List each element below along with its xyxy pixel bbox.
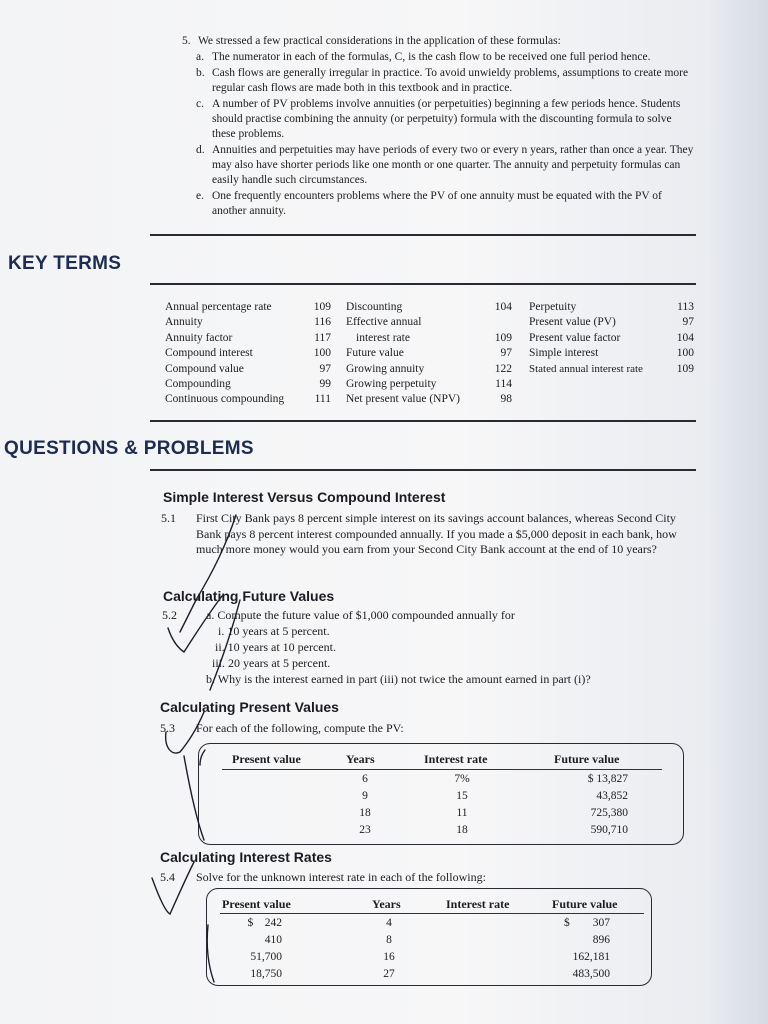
cell-pv: 410 <box>264 934 282 946</box>
cell-years: 16 <box>383 951 395 963</box>
summary-point <box>196 97 694 142</box>
page-ref: 104 <box>494 301 512 313</box>
point-letter: a. <box>196 51 204 63</box>
cell-years: 9 <box>362 790 368 802</box>
cell-fv: $ 307 <box>564 917 610 929</box>
col-header: Years <box>372 897 401 911</box>
point-text: The numerator in each of the formulas, C, is the cash flow to be received one full period hence. <box>212 51 651 63</box>
term: interest rate <box>356 331 410 344</box>
cell-rate: 18 <box>456 824 468 836</box>
problem-text: Solve for the unknown interest rate in each of the following: <box>196 870 486 884</box>
term: Present value (PV) <box>529 316 616 329</box>
term: Present value factor <box>529 331 621 344</box>
key-term <box>529 346 694 361</box>
key-term <box>165 300 331 315</box>
term: Compound value <box>165 362 244 375</box>
problem-part-a: a. Compute the future value of $1,000 compounded annually for <box>206 608 515 622</box>
cell-years: 18 <box>359 807 371 819</box>
key-term <box>346 392 512 407</box>
key-term <box>346 315 512 330</box>
cell-fv: 43,852 <box>596 790 628 802</box>
section-title-present-values: Calculating Present Values <box>160 699 339 715</box>
point-letter: e. <box>196 190 204 202</box>
page-ref: 100 <box>676 347 694 360</box>
key-terms-column-3 <box>529 300 694 377</box>
cell-rate: 15 <box>456 790 468 802</box>
table-rule <box>222 769 662 770</box>
divider <box>150 234 696 236</box>
divider <box>150 283 696 285</box>
term: Stated annual interest rate <box>529 362 643 375</box>
term: Growing perpetuity <box>346 378 437 391</box>
point-letter: c. <box>196 98 204 110</box>
cell-fv: 725,380 <box>590 807 628 819</box>
page-ref: 114 <box>495 378 512 391</box>
term: Future value <box>346 347 404 360</box>
divider <box>150 420 696 422</box>
term: Compounding <box>165 378 231 391</box>
col-header: Interest rate <box>446 897 510 911</box>
cell-years: 27 <box>383 968 395 980</box>
cell-fv: 896 <box>592 934 610 946</box>
key-term <box>165 362 331 377</box>
term: Annuity <box>165 316 203 329</box>
summary-point <box>196 50 694 65</box>
page-ref: 97 <box>682 316 694 329</box>
key-terms-heading: KEY TERMS <box>8 253 122 274</box>
cell-pv: 18,750 <box>250 968 282 980</box>
key-term <box>346 346 512 361</box>
key-term <box>165 346 331 361</box>
section-title-interest-rates: Calculating Interest Rates <box>160 849 332 865</box>
page-ref: 98 <box>500 393 512 406</box>
page-ref: 116 <box>314 316 331 329</box>
cell-fv: $ 13,827 <box>587 773 628 785</box>
problem-number: 5.4 <box>160 870 175 884</box>
key-term <box>165 331 331 346</box>
page-ref: 97 <box>500 347 512 360</box>
problem-5-1 <box>161 511 701 575</box>
key-term <box>165 377 331 392</box>
cell-years: 4 <box>386 917 392 929</box>
table-rule <box>220 913 644 914</box>
term: Perpetuity <box>529 301 577 313</box>
term: Growing annuity <box>346 362 425 375</box>
col-header: Future value <box>552 897 618 911</box>
key-term <box>346 377 512 392</box>
divider <box>150 469 696 471</box>
term: Annuity factor <box>165 331 233 344</box>
summary-intro-row <box>182 34 694 49</box>
key-terms-column-2 <box>346 300 512 408</box>
col-header: Years <box>346 752 375 766</box>
page-shadow <box>708 0 768 1024</box>
point-text: Cash flows are generally irregular in practice. To avoid unwieldy problems, assumptions to create more regular cash flows are made both in this textbook and in practice. <box>212 67 689 94</box>
key-term <box>346 300 512 315</box>
page-ref: 117 <box>314 331 331 344</box>
problem-number: 5.1 <box>161 511 176 525</box>
key-term <box>165 315 331 330</box>
page-ref: 122 <box>494 362 512 375</box>
problem-5-4 <box>160 870 700 888</box>
col-header: Future value <box>554 752 620 766</box>
problem-5-3 <box>160 721 700 739</box>
problem-number: 5.3 <box>160 721 175 735</box>
point-text: A number of PV problems involve annuities (or perpetuities) beginning a few periods hence. Students should practise combining the annuity (or perpetuity) formula with the discounting formula to solve these problems. <box>212 98 681 140</box>
problem-subitem: iii. 20 years at 5 percent. <box>212 656 331 670</box>
summary-intro: We stressed a few practical considerations in the application of these formulas: <box>198 35 561 47</box>
summary-points <box>182 34 694 219</box>
cell-rate: 11 <box>456 807 468 819</box>
term: Net present value (NPV) <box>346 393 461 406</box>
problem-5-2 <box>162 608 702 688</box>
term: Continuous compounding <box>165 393 285 406</box>
problem-number: 5.2 <box>162 608 177 622</box>
page-ref: 113 <box>677 301 694 313</box>
page-ref: 99 <box>319 378 331 391</box>
page-ref: 109 <box>494 331 512 344</box>
term: Simple interest <box>529 347 599 360</box>
point-text: Annuities and perpetuities may have periods of every two or every n years, rather than once a year. They may also have shorter periods like one month or one quarter. The annuity and perpetuity formulas can easily handle such circumstances. <box>212 144 694 186</box>
key-term <box>165 392 331 407</box>
cell-years: 23 <box>359 824 371 836</box>
key-terms-column-1 <box>165 300 331 408</box>
key-term <box>346 331 512 346</box>
page-ref: 97 <box>319 362 331 375</box>
key-term <box>529 315 694 330</box>
summary-point <box>196 189 694 219</box>
key-term <box>346 362 512 377</box>
page-ref: 111 <box>314 393 331 406</box>
problem-subitem: ii. 10 years at 10 percent. <box>215 640 336 654</box>
col-header: Present value <box>222 897 291 911</box>
term: Discounting <box>346 301 403 313</box>
cell-pv: $ 242 <box>247 917 282 929</box>
page-ref: 100 <box>313 347 331 360</box>
pv-table <box>210 750 670 840</box>
cell-years: 8 <box>386 934 392 946</box>
col-header: Interest rate <box>424 752 488 766</box>
section-title-future-values: Calculating Future Values <box>163 588 335 604</box>
key-term <box>529 300 694 315</box>
cell-rate: 7% <box>454 773 470 785</box>
summary-point <box>196 66 694 96</box>
page-ref: 104 <box>676 331 694 344</box>
problem-text: First City Bank pays 8 percent simple interest on its savings account balances, whereas Second City Bank pays 8 percent interest compounded annually. If you made a $5,000 deposit in each bank, how much more money would you earn from your Second City Bank account at the end of 10 years? <box>196 511 677 557</box>
point-letter: d. <box>196 144 205 156</box>
point-letter: b. <box>196 67 205 79</box>
problem-part-b: b. Why is the interest earned in part (iii) not twice the amount earned in part (i)? <box>206 672 591 686</box>
page-ref: 109 <box>676 362 694 375</box>
cell-fv: 590,710 <box>590 824 628 836</box>
problem-subitem: i. 10 years at 5 percent. <box>218 624 330 638</box>
questions-heading: QUESTIONS & PROBLEMS <box>4 438 254 459</box>
summary-point <box>196 143 694 188</box>
term: Annual percentage rate <box>165 301 272 313</box>
page-ref: 109 <box>313 301 331 313</box>
point-text: One frequently encounters problems where the PV of one annuity must be equated with the PV of another annuity. <box>212 190 662 217</box>
cell-years: 6 <box>362 773 368 785</box>
term: Compound interest <box>165 347 253 360</box>
cell-fv: 162,181 <box>572 951 610 963</box>
key-term <box>529 331 694 346</box>
section-title-simple-interest: Simple Interest Versus Compound Interest <box>163 489 446 505</box>
rate-table <box>214 896 644 982</box>
term: Effective annual <box>346 316 422 329</box>
problem-text: For each of the following, compute the PV: <box>196 721 404 735</box>
cell-fv: 483,500 <box>572 968 610 980</box>
summary-item-number: 5. <box>182 35 191 47</box>
key-term <box>529 362 694 377</box>
cell-pv: 51,700 <box>250 951 282 963</box>
col-header: Present value <box>232 752 301 766</box>
